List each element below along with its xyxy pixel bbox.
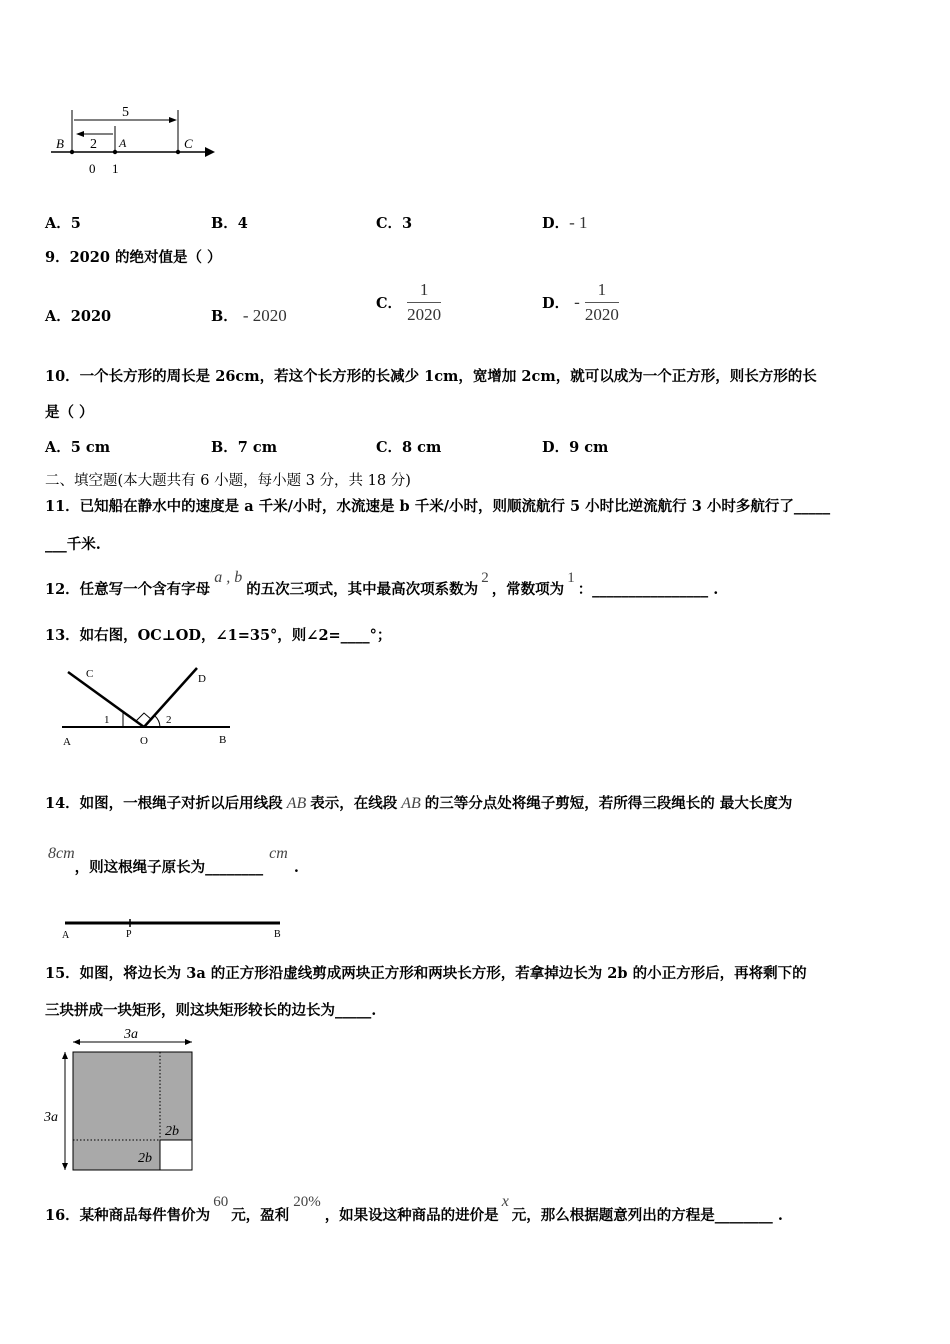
q15-top-label: 3a — [124, 1027, 138, 1042]
q11-line2: ___千米. — [45, 536, 101, 553]
q16-price: 60 — [213, 1194, 229, 1210]
q13-label-o: O — [140, 735, 148, 747]
q9-stem: 9．2020 的绝对值是（ ） — [45, 249, 222, 266]
q8-tick-0: 0 — [89, 161, 96, 176]
q8-option-b[interactable]: B．4 — [211, 215, 248, 232]
q9-option-d-fraction: $\frac{1}{2020}$ — [584, 280, 619, 324]
q8-point-b: B — [56, 136, 64, 151]
q9-option-d[interactable]: D． - $\frac{1}{2020}$ — [542, 280, 619, 324]
q10-option-d[interactable]: D．9 cm — [542, 439, 609, 456]
q13-angle-1: 1 — [104, 714, 110, 726]
q10-option-b[interactable]: B．7 cm — [211, 439, 278, 456]
q16-stem: 16．某种商品每件售价为60元，盈利20%，如果设这种商品的进价是x元，那么根据题意列出的方程是________ . — [45, 1193, 783, 1224]
q16-var: x — [501, 1193, 509, 1210]
q8-option-a[interactable]: A．5 — [45, 215, 81, 232]
q11-line1: 11．已知船在静水中的速度是 a 千米/小时，水流速是 b 千米/小时，则顺流航行 5 小时比逆流航行 3 小时多航行了_____ — [45, 498, 831, 515]
q8-point-a: A — [119, 136, 127, 150]
q13-label-a: A — [63, 736, 71, 748]
section-2-title: 二、填空题(本大题共有 6 小题，每小题 3 分，共 18 分) — [45, 473, 411, 489]
q13-label-d: D — [198, 673, 206, 685]
q14-rope-figure — [58, 912, 288, 942]
q9-option-c-fraction: $\frac{1}{2020}$ — [407, 280, 442, 324]
q8-tick-1: 1 — [112, 161, 119, 176]
q9-option-a[interactable]: A．2020 — [45, 308, 112, 325]
q13-label-c: C — [86, 668, 94, 680]
q15-bottom-label: 2b — [138, 1151, 152, 1166]
q10-option-c[interactable]: C．8 cm — [376, 439, 442, 456]
q14-stem-line2: 8cm，则这根绳子原长为________cm. — [45, 842, 299, 878]
q8-inner-label: 2 — [90, 137, 97, 152]
q10-stem-line2: 是（ ） — [45, 404, 94, 421]
q13-angle-figure — [56, 660, 236, 750]
q13-label-b: B — [219, 734, 227, 746]
q8-length-label: 5 — [122, 105, 129, 120]
q16-profit: 20% — [293, 1194, 321, 1210]
q14-label-b: B — [274, 929, 281, 940]
q9-option-c[interactable]: C． $\frac{1}{2020}$ — [376, 280, 442, 324]
q9-option-b[interactable]: B． - 2020 — [211, 306, 287, 325]
q15-left-label: 3a — [44, 1110, 58, 1125]
q14-label-a: A — [62, 930, 70, 941]
q14-length: 8cm — [48, 845, 75, 862]
q15-line2: 三块拼成一块矩形，则这块矩形较长的边长为_____. — [45, 1002, 377, 1019]
q8-option-c[interactable]: C．3 — [376, 215, 413, 232]
q15-inner-label: 2b — [165, 1124, 179, 1139]
q12-letters: a , b — [214, 569, 243, 586]
q10-stem-line1: 10．一个长方形的周长是 26cm，若这个长方形的长减少 1cm，宽增加 2cm，就可以成为一个正方形，则长方形的长 — [45, 368, 817, 385]
q8-point-c: C — [184, 136, 193, 151]
q12-stem: 12．任意写一个含有字母a , b的五次三项式，其中最高次项系数为2，常数项为1：________________ . — [45, 569, 719, 598]
q15-square-figure — [42, 1024, 202, 1174]
q14-stem-line1: 14．如图，一根绳子对折以后用线段 AB 表示，在线段 AB 的三等分点处将绳子剪短，若所得三段绳长的 最大长度为 — [45, 795, 793, 812]
q8-number-line-figure — [45, 98, 225, 180]
q13-stem: 13．如右图，OC⊥OD，∠1=35°，则∠2=____°； — [45, 627, 392, 644]
q10-option-a[interactable]: A．5 cm — [45, 439, 111, 456]
q14-label-p: P — [126, 929, 132, 940]
q15-line1: 15．如图，将边长为 3a 的正方形沿虚线剪成两块正方形和两块长方形，若拿掉边长为 2b 的小正方形后，再将剩下的 — [45, 965, 807, 982]
q8-option-d[interactable]: D．- 1 — [542, 213, 588, 232]
q13-angle-2: 2 — [166, 714, 172, 726]
